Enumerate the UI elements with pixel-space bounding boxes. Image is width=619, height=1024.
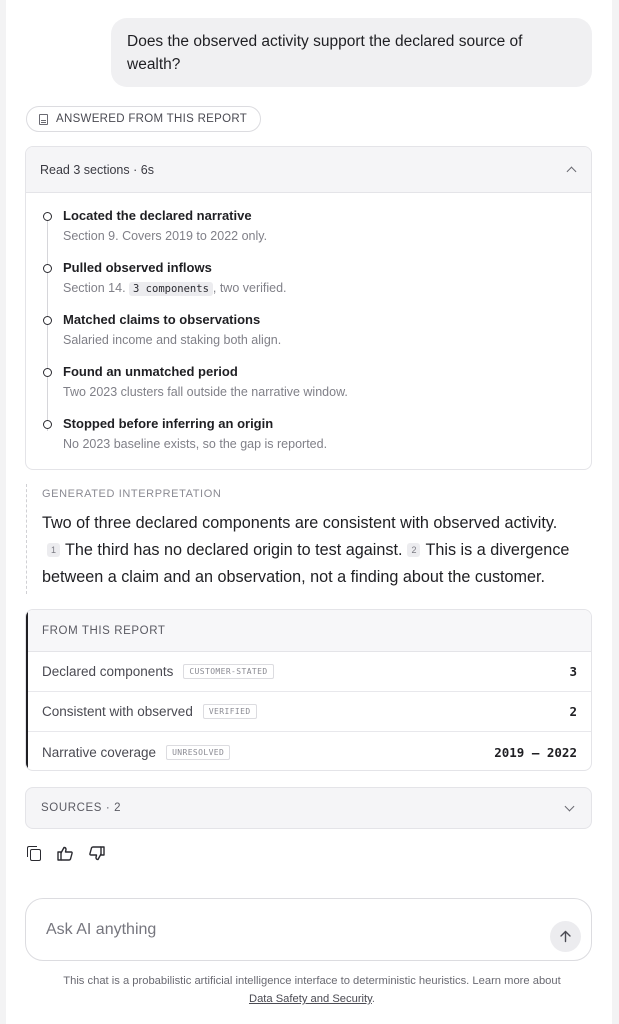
generated-interpretation — [26, 484, 596, 594]
step-circle-icon — [43, 264, 52, 273]
report-row-tag: UNRESOLVED — [166, 745, 230, 760]
answered-from-report-badge[interactable] — [26, 106, 261, 132]
copy-icon[interactable] — [26, 845, 43, 862]
report-facts-table — [25, 609, 592, 771]
interpretation-sentence: Two of three declared components are consistent with observed activity. — [42, 514, 558, 532]
step-title: Stopped before inferring an origin — [63, 416, 274, 431]
report-row-value: 2 — [569, 704, 577, 719]
interpretation-sentence: This is a divergence between a claim and an observation, not a finding about the customer. — [42, 541, 570, 586]
chevron-down-icon[interactable] — [565, 802, 575, 812]
sources-toggle[interactable] — [25, 787, 592, 829]
chat-page — [6, 0, 612, 1024]
report-row-label: Consistent with observed — [42, 704, 193, 719]
step-description-prefix: Section 14. — [63, 281, 126, 295]
reasoning-steps-panel — [25, 146, 592, 470]
reasoning-step — [40, 363, 591, 415]
user-message: Does the observed activity support the declared source of wealth? — [111, 18, 592, 87]
accent-bar — [26, 610, 28, 770]
sources-label: SOURCES · 2 — [41, 802, 122, 814]
step-description: Salaried income and staking both align. — [63, 333, 282, 347]
report-row — [26, 732, 591, 771]
step-title: Located the declared narrative — [63, 208, 252, 223]
step-description-suffix: , two verified. — [212, 281, 287, 295]
reasoning-steps-summary: Read 3 sections · 6s — [40, 162, 154, 177]
report-row — [26, 652, 591, 692]
report-row-value: 3 — [569, 664, 577, 679]
interpretation-text — [42, 510, 596, 591]
step-title: Found an unmatched period — [63, 364, 238, 379]
components-code-chip: 3 components — [129, 282, 213, 296]
reasoning-steps-list — [26, 193, 591, 467]
step-circle-icon — [43, 212, 52, 221]
step-circle-icon — [43, 316, 52, 325]
step-title: Pulled observed inflows — [63, 260, 212, 275]
document-icon — [39, 114, 48, 125]
footnote-marker[interactable]: 2 — [407, 543, 420, 557]
step-description — [63, 278, 591, 299]
report-row-tag: VERIFIED — [203, 704, 257, 719]
ask-ai-input[interactable] — [46, 919, 526, 941]
step-circle-icon — [43, 420, 52, 429]
step-description: Section 9. Covers 2019 to 2022 only. — [63, 229, 268, 243]
reasoning-step — [40, 415, 591, 467]
reasoning-step — [40, 207, 591, 259]
report-row-tag: CUSTOMER-STATED — [183, 664, 273, 679]
reasoning-steps-header[interactable] — [26, 147, 591, 193]
step-description: No 2023 baseline exists, so the gap is reported. — [63, 437, 328, 451]
chevron-up-icon[interactable] — [567, 166, 577, 176]
reasoning-step — [40, 259, 591, 311]
thumbs-down-icon[interactable] — [88, 845, 105, 862]
interpretation-label: GENERATED INTERPRETATION — [42, 488, 222, 500]
send-button[interactable] — [550, 921, 581, 952]
data-safety-link[interactable]: Data Safety and Security — [248, 993, 372, 1005]
interpretation-sentence: The third has no declared origin to test against. — [65, 541, 403, 559]
footnote-marker[interactable]: 1 — [47, 543, 60, 557]
step-description: Two 2023 clusters fall outside the narrative window. — [63, 385, 348, 399]
chat-composer — [25, 898, 592, 961]
report-row-label: Narrative coverage — [42, 744, 157, 760]
report-row — [26, 692, 591, 732]
report-table-header: FROM THIS REPORT — [26, 610, 591, 652]
report-row-label: Declared components — [42, 664, 174, 679]
step-title: Matched claims to observations — [63, 312, 261, 327]
thumbs-up-icon[interactable] — [57, 845, 74, 862]
disclaimer-end: . — [371, 993, 376, 1005]
disclaimer-text: This chat is a probabilistic artificial intelligence interface to deterministic heuristics. Learn more about — [63, 975, 561, 987]
disclaimer-footer — [26, 972, 598, 1008]
message-actions — [26, 845, 105, 862]
reasoning-step — [40, 311, 591, 363]
step-circle-icon — [43, 368, 52, 377]
arrow-up-icon — [559, 930, 572, 943]
report-row-value: 2019 – 2022 — [494, 744, 577, 760]
answered-from-report-label: ANSWERED FROM THIS REPORT — [56, 113, 248, 125]
